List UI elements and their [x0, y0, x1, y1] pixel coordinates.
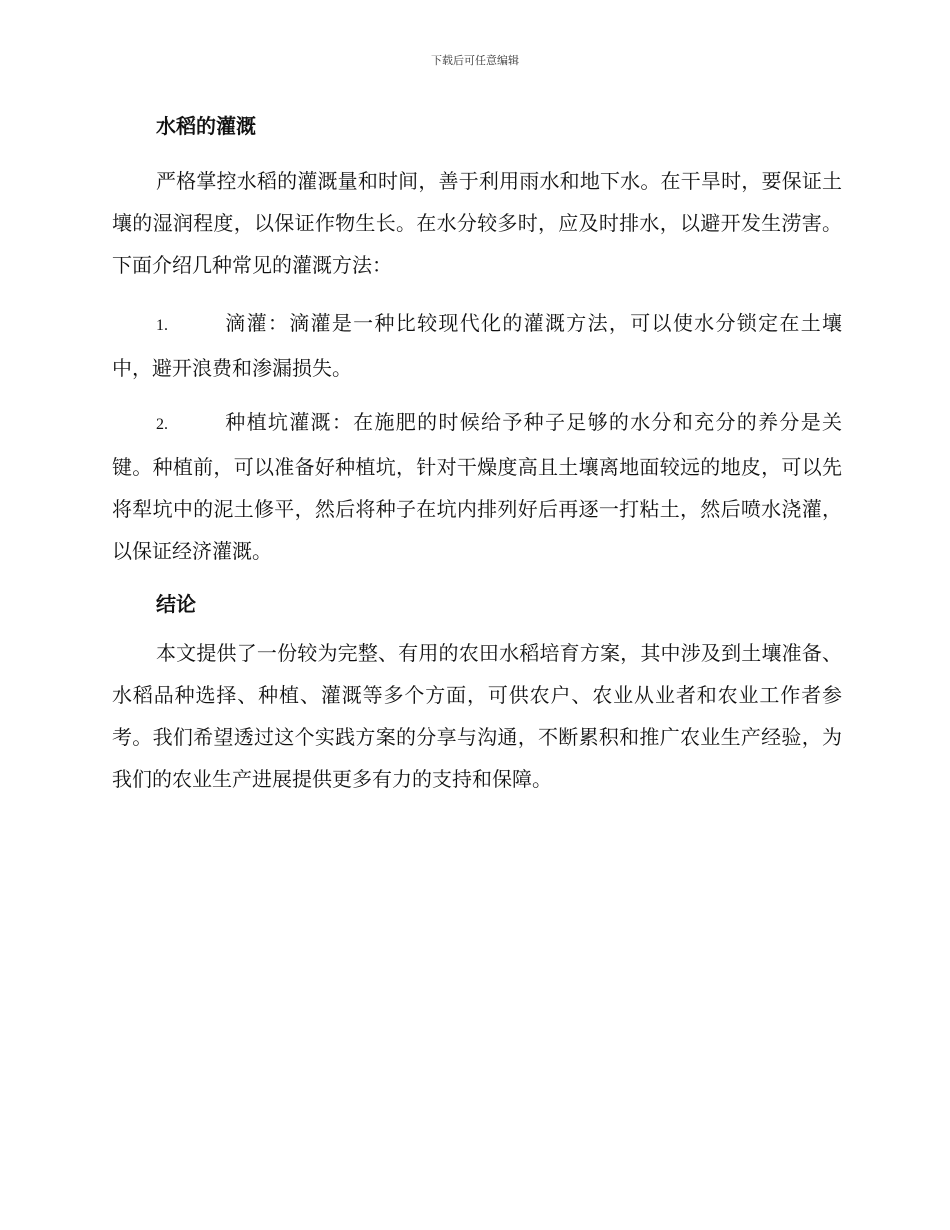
list-item: [112, 401, 842, 572]
conclusion-paragraph: 本文提供了一份较为完整、有用的农田水稻培育方案，其中涉及到土壤准备、水稻品种选择、种植、灌溉等多个方面，可供农户、农业从业者和农业工作者参考。我们希望透过这个实践方案的分享与沟通，不断累积和推广农业生产经验，为我们的农业生产进展提供更多有力的支持和保障。: [112, 641, 842, 791]
page-header: 下载后可任意编辑: [431, 54, 519, 67]
list-item-number: 1.: [156, 317, 168, 334]
document-body: [112, 112, 842, 800]
list-item-text: 滴灌：滴灌是一种比较现代化的灌溉方法，可以使水分锁定在土壤中，避开浪费和渗漏损失。: [112, 311, 842, 380]
list-item-number: 2.: [156, 416, 168, 433]
section-heading-conclusion: 结论: [156, 592, 196, 616]
irrigation-intro-paragraph: 严格掌控水稻的灌溉量和时间，善于利用雨水和地下水。在干旱时，要保证土壤的湿润程度，以保证作物生长。在水分较多时，应及时排水，以避开发生涝害。下面介绍几种常见的灌溉方法：: [112, 169, 842, 277]
list-item: [112, 302, 842, 389]
section-heading-irrigation: 水稻的灌溉: [156, 114, 256, 138]
list-item-text: 种植坑灌溉：在施肥的时候给予种子足够的水分和充分的养分是关键。种植前，可以准备好种植坑，针对干燥度高且土壤离地面较远的地皮，可以先将犁坑中的泥土修平，然后将种子在坑内排列好后再逐一打粘土，然后喷水浇灌，以保证经济灌溉。: [112, 410, 842, 563]
